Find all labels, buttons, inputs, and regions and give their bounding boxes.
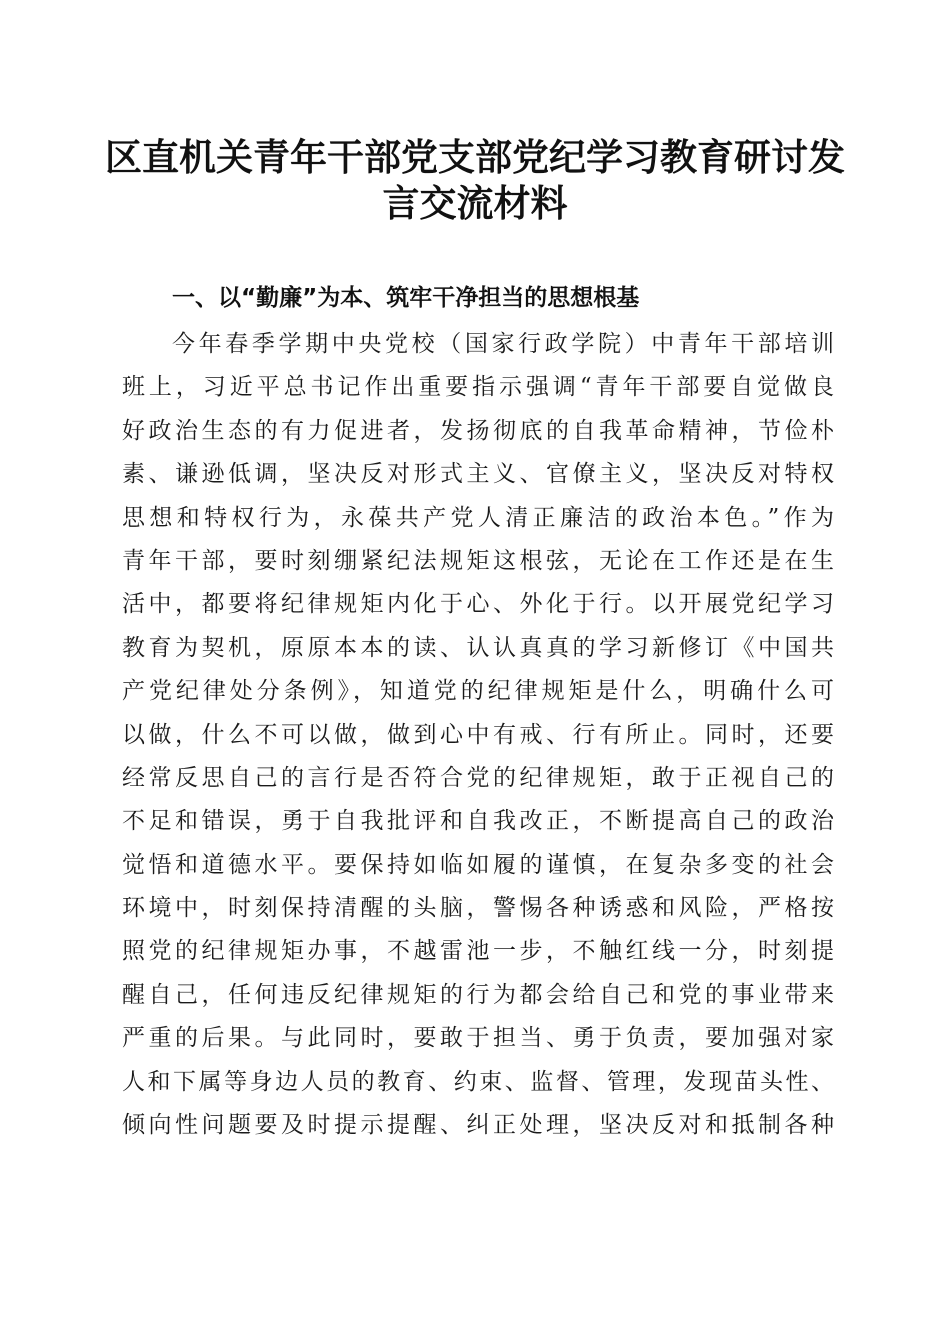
paragraph-line: 活中，都要将纪律规矩内化于心、外化于行。以开展党纪学习 bbox=[122, 591, 834, 618]
paragraph-line: 严重的后果。与此同时，要敢于担当、勇于负责，要加强对家 bbox=[122, 1025, 834, 1052]
body-paragraph bbox=[122, 323, 834, 1147]
paragraph-line: 照党的纪律规矩办事，不越雷池一步，不触红线一分，时刻提 bbox=[122, 938, 834, 965]
paragraph-line: 醒自己，任何违反纪律规矩的行为都会给自己和党的事业带来 bbox=[122, 981, 834, 1008]
paragraph-line: 人和下属等身边人员的教育、约束、监督、管理，发现苗头性、 bbox=[122, 1068, 834, 1095]
paragraph-line: 倾向性问题要及时提示提醒、纠正处理，坚决反对和抵制各种 bbox=[122, 1112, 834, 1139]
paragraph-line: 经常反思自己的言行是否符合党的纪律规矩，敢于正视自己的 bbox=[122, 764, 834, 791]
paragraph-line: 产党纪律处分条例》，知道党的纪律规矩是什么，明确什么可 bbox=[122, 678, 834, 705]
paragraph-line: 青年干部，要时刻绷紧纪法规矩这根弦，无论在工作还是在生 bbox=[122, 547, 834, 574]
paragraph-line: 环境中，时刻保持清醒的头脑，警惕各种诱惑和风险，严格按 bbox=[122, 895, 834, 922]
paragraph-line: 素、谦逊低调，坚决反对形式主义、官僚主义，坚决反对特权 bbox=[122, 461, 834, 488]
title-line: 言交流材料 bbox=[382, 181, 568, 225]
title-line: 区直机关青年干部党支部党纪学习教育研讨发 bbox=[105, 135, 845, 179]
paragraph-line: 以做，什么不可以做，做到心中有戒、行有所止。同时，还要 bbox=[122, 721, 834, 748]
paragraph-line: 班上，习近平总书记作出重要指示强调“青年干部要自觉做良 bbox=[122, 374, 834, 401]
paragraph-line: 思想和特权行为，永葆共产党人清正廉洁的政治本色。”作为 bbox=[122, 504, 834, 531]
document-title bbox=[95, 134, 855, 226]
paragraph-line: 教育为契机，原原本本的读、认认真真的学习新修订《中国共 bbox=[122, 634, 834, 661]
paragraph-line: 觉悟和道德水平。要保持如临如履的谨慎，在复杂多变的社会 bbox=[122, 851, 834, 878]
paragraph-line: 不足和错误，勇于自我批评和自我改正，不断提高自己的政治 bbox=[122, 808, 834, 835]
paragraph-line: 今年春季学期中央党校（国家行政学院）中青年干部培训 bbox=[172, 331, 834, 357]
section-heading: 一、以“勤廉”为本、筑牢干净担当的思想根基 bbox=[172, 285, 640, 311]
paragraph-line: 好政治生态的有力促进者，发扬彻底的自我革命精神，节俭朴 bbox=[122, 417, 834, 444]
